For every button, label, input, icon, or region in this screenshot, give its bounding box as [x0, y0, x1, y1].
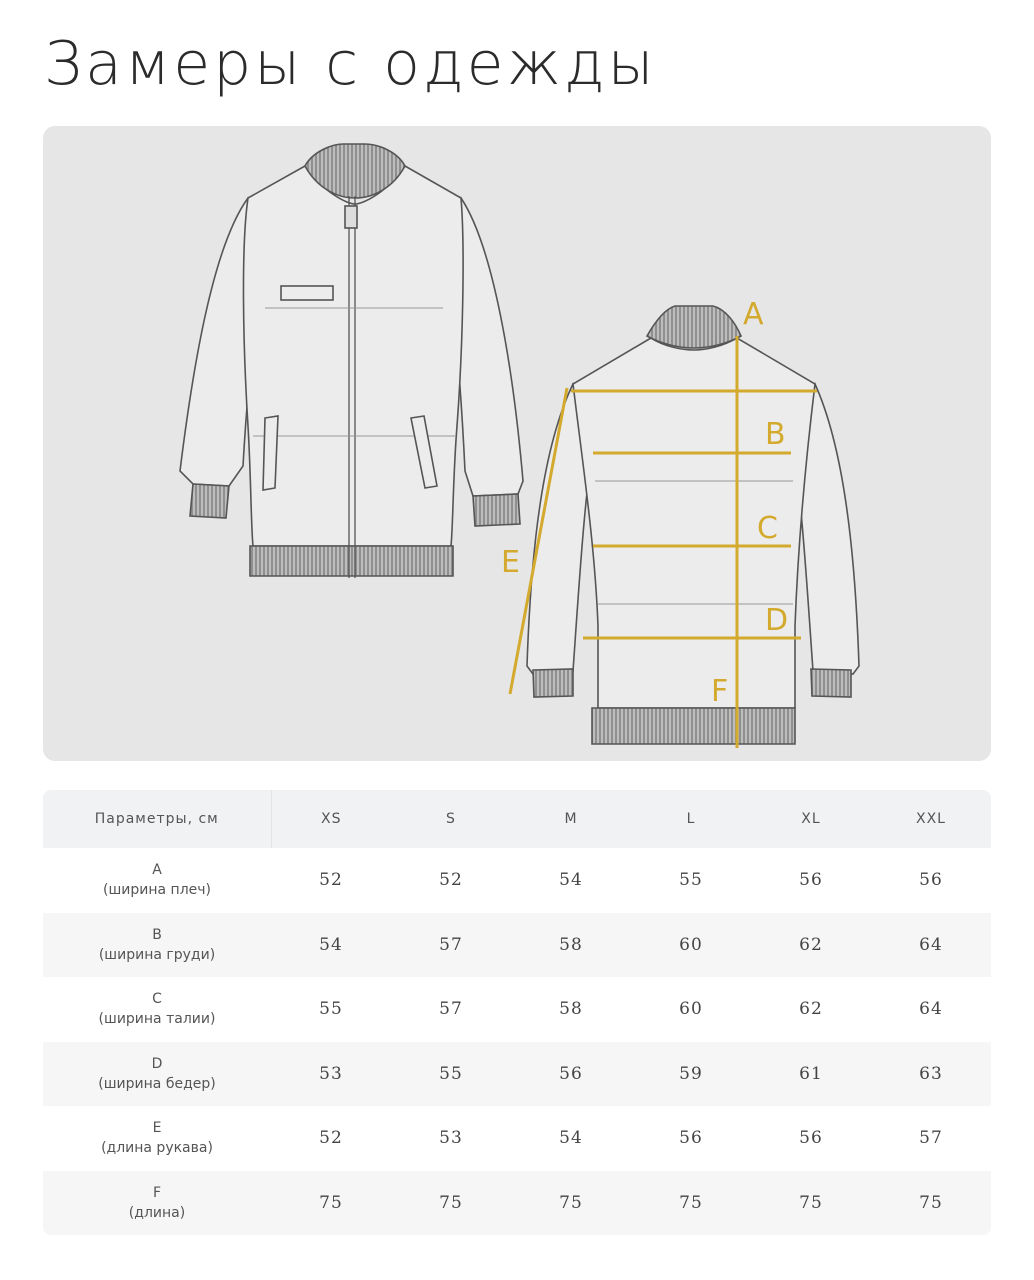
- value-cell: 56: [799, 870, 823, 891]
- value-cell: 75: [679, 1192, 703, 1213]
- collar-rib-back: [647, 306, 741, 348]
- value-cell: 62: [799, 999, 823, 1020]
- header-parameters: Параметры, см: [43, 790, 271, 848]
- value-cell: 75: [919, 1192, 943, 1213]
- param-cell: E (длина рукава): [101, 1120, 213, 1157]
- value-cell: 58: [559, 999, 583, 1020]
- value-cell: 64: [919, 934, 943, 955]
- value-cell: 56: [679, 1128, 703, 1149]
- table-row: [43, 848, 991, 913]
- cuff-right-front: [473, 494, 520, 526]
- param-cell: F (длина): [128, 1184, 186, 1221]
- value-cell: 64: [919, 999, 943, 1020]
- table-row: [43, 1171, 991, 1236]
- value-cell: 62: [799, 934, 823, 955]
- param-cell: D (ширина бедер): [98, 1055, 216, 1092]
- label-c: C: [757, 511, 778, 546]
- value-cell: 63: [919, 1063, 943, 1084]
- size-table-container: [43, 790, 991, 1235]
- header-size-xs: XS: [271, 790, 391, 848]
- measurement-diagram: [43, 126, 991, 761]
- param-cell: B (ширина груди): [98, 926, 216, 963]
- value-cell: 55: [319, 999, 343, 1020]
- value-cell: 53: [439, 1128, 463, 1149]
- value-cell: 54: [559, 1128, 583, 1149]
- table-row: [43, 1106, 991, 1171]
- table-row: [43, 1042, 991, 1107]
- cuff-right-back: [811, 669, 851, 697]
- hem-rib-back: [592, 708, 795, 744]
- value-cell: 75: [799, 1192, 823, 1213]
- cuff-left-back: [533, 669, 573, 697]
- value-cell: 75: [439, 1192, 463, 1213]
- value-cell: 61: [799, 1063, 823, 1084]
- label-d: D: [765, 603, 789, 638]
- value-cell: 54: [319, 934, 343, 955]
- page-title: Замеры с одежды: [44, 29, 657, 99]
- jacket-front: [180, 144, 523, 578]
- value-cell: 56: [919, 870, 943, 891]
- label-f: F: [711, 674, 729, 709]
- param-cell: C (ширина талии): [98, 991, 216, 1028]
- value-cell: 56: [559, 1063, 583, 1084]
- cuff-left-front: [190, 484, 229, 518]
- header-size-m: M: [511, 790, 631, 848]
- header-size-xxl: XXL: [871, 790, 991, 848]
- value-cell: 57: [439, 999, 463, 1020]
- label-a: A: [743, 297, 764, 332]
- header-size-xl: XL: [751, 790, 871, 848]
- value-cell: 57: [439, 934, 463, 955]
- table-header-row: [43, 790, 991, 848]
- value-cell: 60: [679, 934, 703, 955]
- value-cell: 58: [559, 934, 583, 955]
- value-cell: 52: [319, 1128, 343, 1149]
- jacket-illustration: [43, 126, 991, 761]
- param-cell: A (ширина плеч): [103, 862, 211, 899]
- label-e: E: [501, 545, 520, 580]
- jacket-back: [527, 306, 859, 744]
- value-cell: 56: [799, 1128, 823, 1149]
- value-cell: 54: [559, 870, 583, 891]
- value-cell: 52: [319, 870, 343, 891]
- size-table: [43, 790, 991, 1235]
- table-row: [43, 977, 991, 1042]
- header-size-l: L: [631, 790, 751, 848]
- value-cell: 60: [679, 999, 703, 1020]
- value-cell: 57: [919, 1128, 943, 1149]
- value-cell: 52: [439, 870, 463, 891]
- value-cell: 55: [439, 1063, 463, 1084]
- value-cell: 53: [319, 1063, 343, 1084]
- value-cell: 75: [559, 1192, 583, 1213]
- hem-rib-front: [250, 546, 453, 576]
- table-row: [43, 913, 991, 978]
- label-b: B: [765, 417, 786, 452]
- value-cell: 59: [679, 1063, 703, 1084]
- header-size-s: S: [391, 790, 511, 848]
- value-cell: 55: [679, 870, 703, 891]
- value-cell: 75: [319, 1192, 343, 1213]
